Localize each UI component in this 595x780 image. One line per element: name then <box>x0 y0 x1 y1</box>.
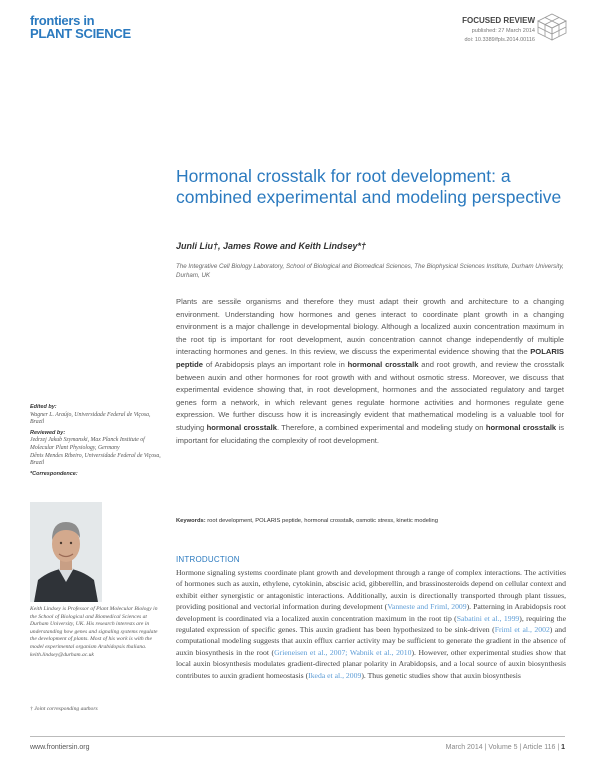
keywords-text: root development, POLARIS peptide, hormonal crosstalk, osmotic stress, kinetic modeling <box>205 518 438 524</box>
affiliation: The Integrative Cell Biology Laboratory, School of Biological and Biomedical Sciences, The Biophysical Sciences Institute, Durham University, Durham, UK <box>176 263 564 279</box>
highlight-term: hormonal crosstalk <box>485 422 557 432</box>
article-meta <box>462 16 535 45</box>
reviewed-label: Reviewed by: <box>30 429 66 436</box>
abstract: Plants are sessile organisms and therefore they must adapt their growth and architecture to a changing environment. Understanding how hormones and genes interact to coordinate plant growth in a changing environment is a major challenge in developmental biology. Although a localized auxin concentration maximum in the root tip is important for root development, auxin concentration cannot change independently of multiple interacting hormones and genes. In this review, we discuss the experimental evidence showing that the POLARIS peptide of Arabidopsis plays an important role in hormonal crosstalk and root growth, and review the crosstalk between auxin and other hormones for root growth with and without osmotic stress. Moreover, we discuss that experimental evidence showing that, in root development, hormones and the associated regulatory and target genes form a network, in which relevant genes regulate hormone activities and hormones regulate gene expression. We further discuss how it is increasingly evident that mathematical modeling is a valuable tool for studying hormonal crosstalk. Therefore, a combined experimental and modeling study on hormonal crosstalk is important for elucidating the complexity of root development. <box>176 297 565 445</box>
editorial-info <box>30 404 162 478</box>
edited-label: Edited by: <box>30 404 57 410</box>
footer-citation: March 2014 | Volume 5 | Article 116 | 1 <box>445 744 565 751</box>
footer-divider <box>30 736 565 737</box>
introduction-text: Hormone signaling systems coordinate plant growth and development through a range of complex interactions. The activities of hormones such as auxin, ethylene, cytokinin, abscisic acid, gibberellin, and brassinosteroids depend on cellular context and exhibit either synergistic or antagonistic interactions. Additionally, auxin is directionally transported through plant tissues, providing positional and vectorial information during development (Vanneste and Friml, 2009). Patterning in Arabidopsis root development is coordinated via a localized auxin concentration maximum in the root tip (Sabatini et al., 1999), requiring the regulated expression of specific genes. This auxin gradient has been hypothesized to be sink-driven (Friml et al., 2002) and computational modeling suggests that auxin efflux carrier activity may be sufficient to generate the gradient in the absence of auxin biosynthesis in the root (Grieneisen et al., 2007; Wabnik et al., 2010). However, other experimental studies show that local auxin biosynthesis modulates gradient-directed planar polarity in Arabidopsis, and a local source of auxin biosynthesis contributes to auxin gradient homeostasis (Ikeda et al., 2009). Thus genetic studies show that auxin biosynthesis <box>176 568 567 680</box>
highlight-term: hormonal crosstalk <box>206 422 277 432</box>
focused-review-cube-icon <box>536 12 568 42</box>
keywords <box>176 518 566 524</box>
keywords-label: Keywords: <box>176 518 206 524</box>
reviewer-2: Dênis Mendes Ribeiro, Universidade Federal de Viçosa, Brazil <box>30 452 161 467</box>
joint-authors-note: † Joint corresponding authors <box>30 706 98 712</box>
author-bio <box>30 606 160 659</box>
highlight-term: hormonal crosstalk <box>347 359 419 369</box>
citation-link[interactable]: Ikeda et al., 2009 <box>308 670 362 680</box>
footer-url[interactable]: www.frontiersin.org <box>30 744 90 751</box>
citation-link[interactable]: Sabatini et al., 1999 <box>456 613 520 623</box>
logo-line2: PLANT SCIENCE <box>30 26 131 41</box>
section-heading-introduction: INTRODUCTION <box>176 555 240 564</box>
page-number: 1 <box>561 744 565 751</box>
authors: Junli Liu†, James Rowe and Keith Lindsey*† <box>176 241 367 251</box>
author-photo <box>30 502 102 602</box>
citation-link[interactable]: Vanneste and Friml, 2009 <box>387 602 467 612</box>
published-date: published: 27 March 2014 <box>471 28 535 34</box>
logo-line1: frontiers in <box>30 13 95 28</box>
reviewer-1: Jedrzej Jakub Szymanski, Max Planck Institute of Molecular Plant Physiology, Germany <box>30 437 145 451</box>
citation-link[interactable]: Friml et al., 2002 <box>494 625 550 635</box>
highlight-term: POLARIS peptide <box>176 347 564 369</box>
article-title: Hormonal crosstalk for root development: a combined experimental and modeling perspective <box>176 166 562 207</box>
editor: Wagner L. Araújo, Universidade Federal de Viçosa, Brazil <box>30 411 151 426</box>
citation-link[interactable]: Grieneisen et al., 2007; Wabnik et al., 2010 <box>274 647 412 657</box>
article-type: FOCUSED REVIEW <box>462 16 535 25</box>
journal-logo <box>30 14 131 40</box>
doi: doi: 10.3389/fpls.2014.00116 <box>464 37 535 43</box>
correspondence-label: *Correspondence: <box>30 470 78 477</box>
bio-text: Keith Lindsey is Professor of Plant Molecular Biology in the School of Biological and Biomedical Sciences at Durham University, UK. His research interests are in understanding how genes and signaling systems regulate the development of plants. Most of his work is with the model experimental organism Arabidopsis thaliana. <box>30 606 158 650</box>
author-email[interactable]: keith.lindsey@durham.ac.uk <box>30 651 94 658</box>
